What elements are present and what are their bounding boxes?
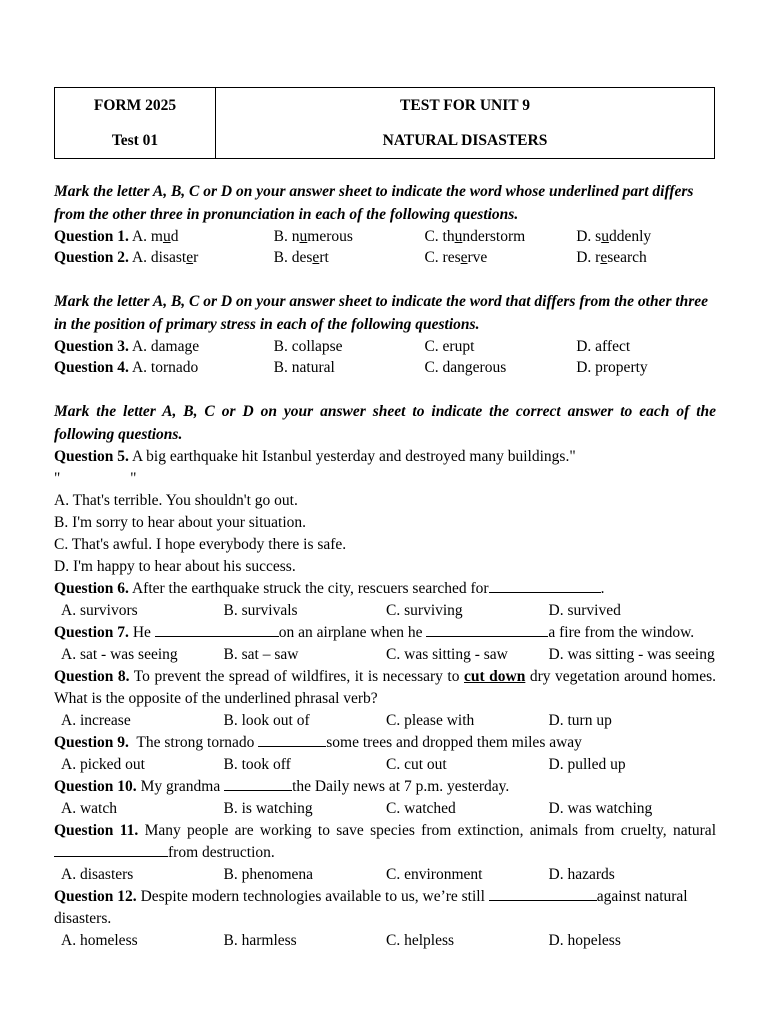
section2-instruction: Mark the letter A, B, C or D on your answer sheet to indicate the word that differs from the other three in the position of primary stress in each of the following questions. <box>54 293 709 333</box>
question-3 <box>54 336 716 357</box>
question-label: Question 1. <box>54 228 129 245</box>
option-d: D. s <box>576 228 602 245</box>
question-10 <box>54 776 716 798</box>
option-c: C. watched <box>386 800 456 817</box>
option-d: D. affect <box>576 338 631 355</box>
option-c: C. th <box>424 228 455 245</box>
underlined-letter: u <box>162 228 171 245</box>
answer-blank <box>54 842 168 857</box>
option-c: C. environment <box>386 866 483 883</box>
question-6 <box>54 578 716 600</box>
option-d: D. I'm happy to hear about his success. <box>54 558 296 575</box>
question-2 <box>54 247 716 268</box>
question-4 <box>54 357 716 378</box>
option-c: C. res <box>424 249 461 266</box>
answer-blank <box>258 732 326 747</box>
option-c: C. helpless <box>386 932 455 949</box>
option-a: A. homeless <box>61 932 138 949</box>
option-a: A. disasters <box>61 866 134 883</box>
option-c-rest: nderstorm <box>462 228 526 245</box>
option-b: B. phenomena <box>223 866 314 883</box>
test-subtitle: NATURAL DISASTERS <box>382 132 548 149</box>
option-b: B. I'm sorry to hear about your situation. <box>54 514 307 531</box>
question-label: Question 8. <box>54 668 130 685</box>
question-text: a fire from the window. <box>548 624 695 641</box>
option-c: C. cut out <box>386 756 447 773</box>
test-title: TEST FOR UNIT 9 <box>400 97 530 114</box>
header-right-cell <box>216 88 715 159</box>
underlined-letter: u <box>601 228 609 245</box>
underlined-letter: e <box>460 249 468 266</box>
option-b: B. is watching <box>223 800 313 817</box>
option-d: D. hazards <box>548 866 615 883</box>
question-label: Question 9. <box>54 734 129 751</box>
option-a-rest: r <box>193 249 199 266</box>
question-8 <box>54 666 716 710</box>
option-a: A. picked out <box>61 756 145 773</box>
question-label: Question 10. <box>54 778 137 795</box>
question-label: Question 6. <box>54 580 129 597</box>
option-d: D. hopeless <box>548 932 621 949</box>
option-a: A. increase <box>61 712 131 729</box>
answer-blank <box>489 578 601 593</box>
option-a-rest: d <box>170 228 179 245</box>
option-b: B. sat – saw <box>223 646 299 663</box>
question-text: the Daily news at 7 p.m. yesterday. <box>292 778 510 795</box>
option-b: B. took off <box>223 756 291 773</box>
option-b: B. natural <box>273 359 335 376</box>
question-label: Question 7. <box>54 624 129 641</box>
question-text: dry vegetation around homes. What is the opposite of the underlined phrasal verb? <box>54 668 716 707</box>
answer-blank <box>224 776 292 791</box>
option-d-rest: search <box>607 249 647 266</box>
option-d: D. was sitting - was seeing <box>548 646 715 663</box>
question-5 <box>54 446 716 468</box>
question-text: To prevent the spread of wildfires, it is necessary to <box>133 668 460 685</box>
option-c: C. dangerous <box>424 359 507 376</box>
question-12 <box>54 886 716 930</box>
question-label: Question 12. <box>54 888 137 905</box>
option-d: D. pulled up <box>548 756 626 773</box>
question-text: against natural disasters. <box>54 888 688 927</box>
question-label: Question 2. <box>54 249 129 266</box>
form-label: FORM 2025 <box>93 97 177 114</box>
option-b: B. harmless <box>223 932 297 949</box>
question-text: Many people are working to save species from extinction, animals from cruelty, natural <box>144 822 716 839</box>
option-d-rest: ddenly <box>608 228 652 245</box>
answer-blank <box>489 886 597 901</box>
question-text: from destruction. <box>168 844 275 861</box>
question-11-options <box>54 864 716 886</box>
underlined-letter: u <box>454 228 463 245</box>
option-a: A. damage <box>131 338 200 355</box>
question-10-options <box>54 798 716 820</box>
option-a: A. sat - was seeing <box>61 646 178 663</box>
option-a: A. disast <box>131 249 187 266</box>
option-b-rest: rt <box>319 249 329 266</box>
question-text: He <box>132 624 151 641</box>
header-left-cell <box>55 88 216 159</box>
option-c: C. erupt <box>424 338 475 355</box>
question-9-options <box>54 754 716 776</box>
question-text: After the earthquake struck the city, rescuers searched for <box>131 580 489 597</box>
option-b: B. n <box>273 228 300 245</box>
question-11 <box>54 820 716 864</box>
option-d: D. property <box>576 359 648 376</box>
option-c: C. That's awful. I hope everybody there is safe. <box>54 536 347 553</box>
question-text: Despite modern technologies available to us, we’re still <box>140 888 485 905</box>
underlined-letter: e <box>600 249 608 266</box>
question-9 <box>54 732 716 754</box>
question-12-options <box>54 930 716 952</box>
option-d: D. r <box>576 249 601 266</box>
question-7 <box>54 622 716 644</box>
question-7-options <box>54 644 716 666</box>
question-text: My grandma <box>140 778 221 795</box>
underlined-letter: e <box>186 249 194 266</box>
header-table <box>54 87 715 159</box>
option-a: A. tornado <box>131 359 199 376</box>
question-label: Question 5. <box>54 448 129 465</box>
question-label: Question 3. <box>54 338 129 355</box>
answer-blank <box>155 622 279 637</box>
option-b: B. look out of <box>223 712 310 729</box>
option-a: A. m <box>131 228 163 245</box>
question-label: Question 4. <box>54 359 129 376</box>
question-text: on an airplane when he <box>278 624 423 641</box>
option-b: B. collapse <box>273 338 343 355</box>
question-6-options <box>54 600 716 622</box>
underlined-letter: e <box>312 249 320 266</box>
option-c: C. please with <box>386 712 475 729</box>
option-a: A. watch <box>61 800 117 817</box>
option-d: D. was watching <box>548 800 653 817</box>
option-d: D. turn up <box>548 712 612 729</box>
question-text: The strong tornado <box>136 734 255 751</box>
underlined-phrase: cut down <box>464 668 526 685</box>
option-c: C. surviving <box>386 602 463 619</box>
question-label: Question 11. <box>54 822 139 839</box>
option-b: B. survivals <box>223 602 298 619</box>
worksheet <box>54 87 716 952</box>
quote-marks: " " <box>54 470 137 487</box>
option-a: A. survivors <box>61 602 138 619</box>
question-text: A big earthquake hit Istanbul yesterday and destroyed many buildings." <box>131 448 576 465</box>
underlined-letter: u <box>299 228 308 245</box>
option-c: C. was sitting - saw <box>386 646 508 663</box>
option-b: B. des <box>273 249 313 266</box>
answer-blank <box>426 622 548 637</box>
question-text: some trees and dropped them miles away <box>326 734 582 751</box>
test-label: Test 01 <box>111 132 159 149</box>
option-a: A. That's terrible. You shouldn't go out. <box>54 492 298 509</box>
period: . <box>600 580 605 597</box>
option-d: D. survived <box>548 602 621 619</box>
section3-instruction: Mark the letter A, B, C or D on your answer sheet to indicate the correct answer to each of the following questions. <box>54 403 716 443</box>
option-c-rest: rve <box>467 249 488 266</box>
section1-instruction: Mark the letter A, B, C or D on your answer sheet to indicate the word whose underlined part differs from the other three in pronunciation in each of the following questions. <box>54 183 694 223</box>
question-8-options <box>54 710 716 732</box>
option-b-rest: merous <box>307 228 353 245</box>
question-1 <box>54 226 716 247</box>
